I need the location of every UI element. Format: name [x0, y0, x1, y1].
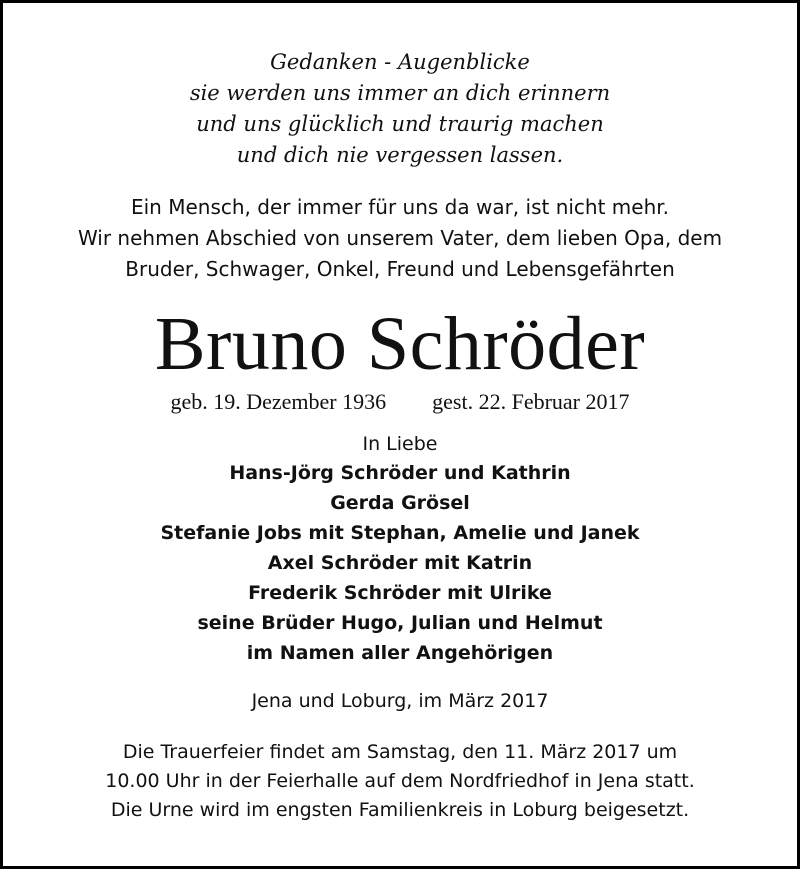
poem-line: Gedanken - Augenblicke [270, 50, 530, 74]
poem [3, 47, 797, 171]
birth-date: geb. 19. Dezember 1936 [170, 389, 387, 414]
mourner-line: seine Brüder Hugo, Julian und Helmut [197, 612, 603, 634]
deceased-name: Bruno Schröder [154, 302, 646, 386]
mourner-line: Hans-Jörg Schröder und Kathrin [229, 462, 571, 484]
mourners-list [3, 458, 797, 668]
poem-line: und uns glücklich und traurig machen [196, 112, 604, 136]
service-line: 10.00 Uhr in der Feierhalle auf dem Nordfriedhof in Jena statt. [105, 770, 695, 792]
mourner-line: Axel Schröder mit Katrin [267, 552, 533, 574]
mourner-line: Gerda Grösel [330, 492, 470, 514]
intro-line: Ein Mensch, der immer für uns da war, ist nicht mehr. [130, 195, 670, 219]
mourner-line: Stefanie Jobs mit Stephan, Amelie und Janek [160, 522, 640, 544]
service-line: Die Trauerfeier findet am Samstag, den 11. März 2017 um [122, 741, 678, 763]
in-love-label: In Liebe [362, 433, 438, 455]
funeral-service-info [3, 738, 797, 825]
place-and-date: Jena und Loburg, im März 2017 [251, 690, 549, 712]
mourner-line: im Namen aller Angehörigen [246, 642, 554, 664]
service-line: Die Urne wird im engsten Familienkreis in Loburg beigesetzt. [110, 799, 690, 821]
life-dates [3, 387, 797, 417]
intro-line: Wir nehmen Abschied von unserem Vater, dem lieben Opa, dem [77, 226, 723, 250]
intro-text [3, 192, 797, 285]
mourner-line: Frederik Schröder mit Ulrike [248, 582, 552, 604]
poem-line: sie werden uns immer an dich erinnern [189, 81, 611, 105]
death-date: gest. 22. Februar 2017 [432, 389, 630, 414]
intro-line: Bruder, Schwager, Onkel, Freund und Lebensgefährten [125, 257, 675, 281]
poem-line: und dich nie vergessen lassen. [236, 143, 564, 167]
